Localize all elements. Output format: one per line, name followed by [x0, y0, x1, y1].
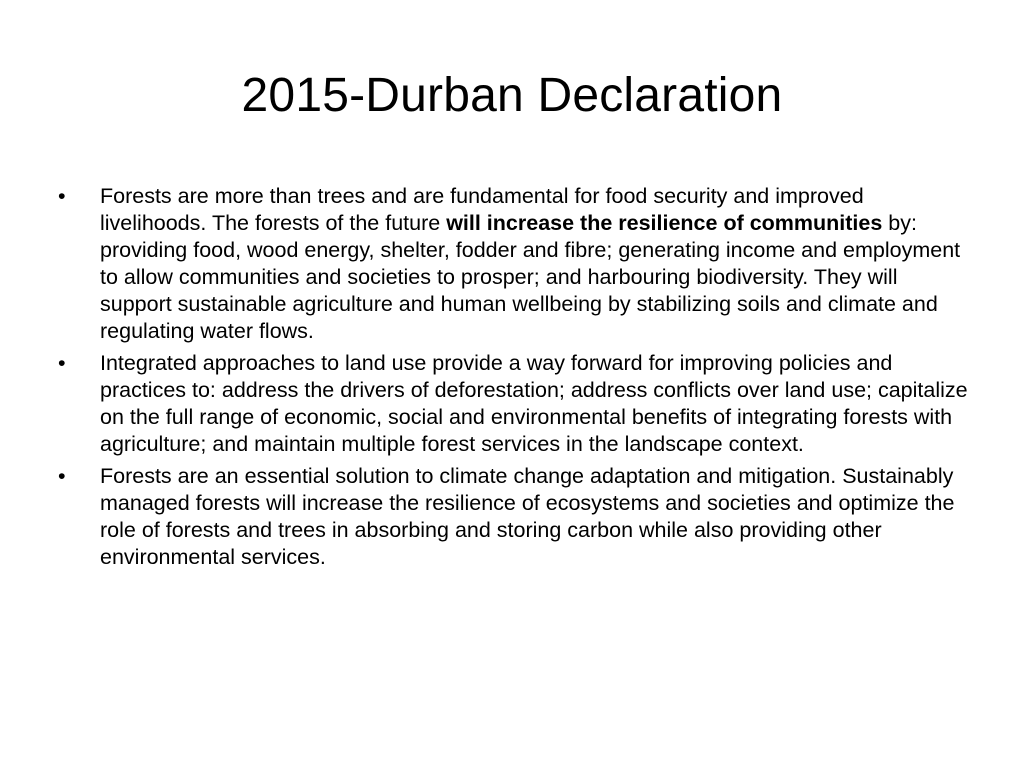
bullet-item-1 [58, 183, 970, 345]
bullet-icon: • [58, 184, 66, 208]
bullet-text-1-part1: Forests are more than trees and are fundamental for food security and improved livelihoods. The forests of the future [100, 184, 864, 235]
bullet-item-3 [58, 463, 970, 571]
bullet-icon: • [58, 464, 66, 488]
bullet-text-1-bold: will increase the resilience of communities [446, 211, 883, 235]
bullet-text-1 [100, 184, 960, 343]
bullet-list [58, 183, 970, 576]
bullet-icon: • [58, 351, 66, 375]
bullet-text-2: Integrated approaches to land use provide a way forward for improving policies and practices to: address the drivers of deforestation; address conflicts over land use; capitalize on the full range of economic, social and environmental benefits of integrating forests with agriculture; and maintain multiple forest services in the landscape context. [100, 351, 968, 456]
bullet-item-2 [58, 350, 970, 458]
bullet-text-3: Forests are an essential solution to climate change adaptation and mitigation. Sustainably managed forests will increase the resilience of ecosystems and societies and optimize the role of forests and trees in absorbing and storing carbon while also providing other environmental services. [100, 464, 955, 569]
slide-title: 2015-Durban Declaration [241, 69, 783, 122]
bullet-text-1-part2: by: providing food, wood energy, shelter, fodder and fibre; generating income and employment to allow communities and societies to prosper; and harbouring biodiversity. They will support sustainable agriculture and human wellbeing by stabilizing soils and climate and regulating water flows. [100, 211, 961, 343]
